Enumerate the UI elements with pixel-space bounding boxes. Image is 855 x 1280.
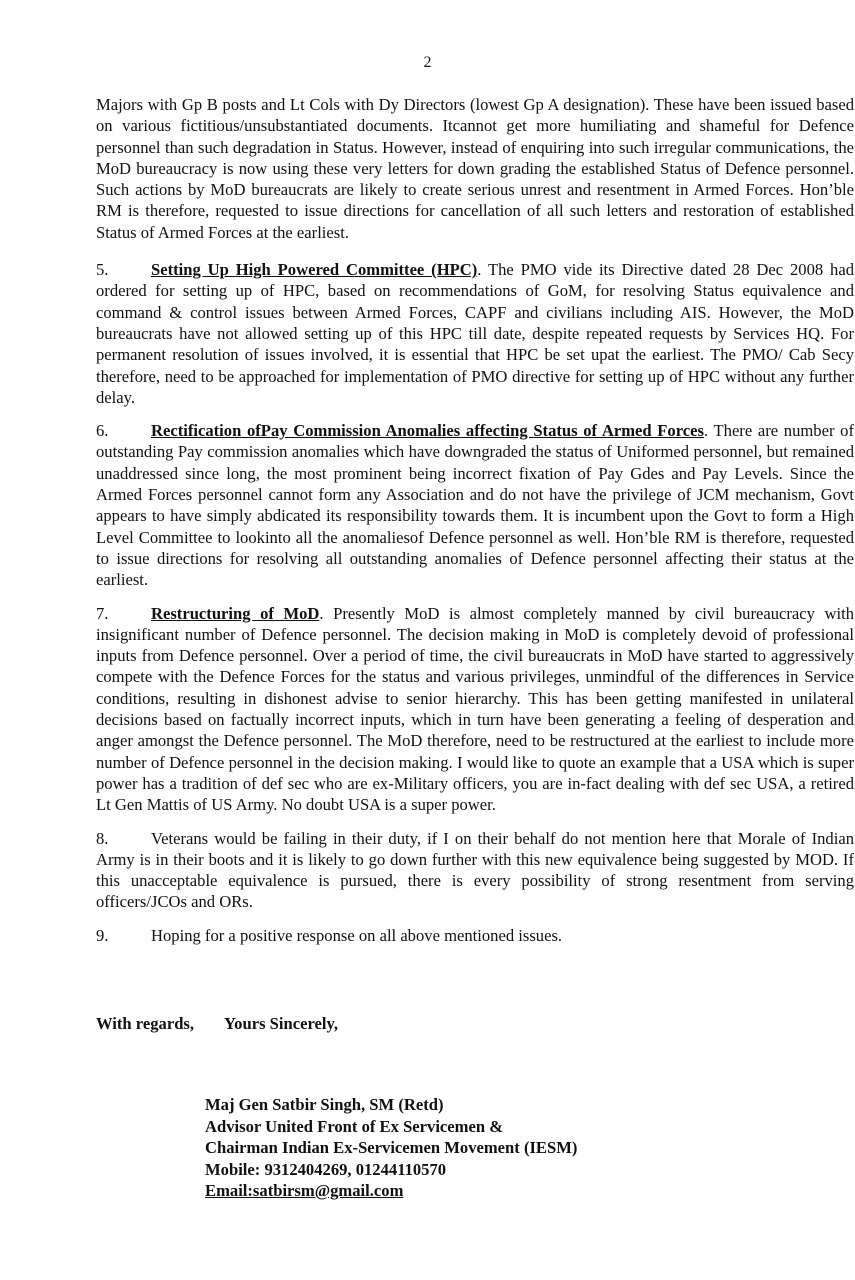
paragraph-number: 5. — [96, 260, 109, 280]
paragraph-text: . There are number of outstanding Pay commission anomalies which have downgraded the status of Uniformed personnel, but remained unaddressed since long, the most prominent being incorrect fixation of Pay Gdes and Pay Levels. Since the Armed Forces personnel cannot form any Association and do not have the privilege of JCM mechanism, Govt appears to have simply abdicated its responsibility towards them. It is incumbent upon the Govt to form a High Level Committee to lookinto all the anomaliesof Defence personnel as well. Hon’ble RM is therefore, requested to issue directions for resolving all outstanding anomalies of Defence personnel affecting their status at the earliest. — [96, 421, 854, 590]
paragraph-number: 9. — [96, 925, 109, 945]
signatory-title-2: Chairman Indian Ex-Servicemen Movement (IESM) — [205, 1138, 578, 1157]
closing — [96, 1014, 338, 1034]
paragraph-9 — [96, 925, 854, 946]
paragraph-text: . Presently MoD is almost completely manned by civil bureaucracy with insignificant number of Defence personnel. The decision making in MoD is completely devoid of professional inputs from Defence personnel. Over a period of time, the civil bureaucrats in MoD have started to aggressively compete with the Defence Forces for the status and various privileges, unmindful of the differences in Service conditions, resulting in dishonest advise to senior hierarchy. This has been getting manifested in unilateral decisions based on factually incorrect inputs, which in turn have been generating a feeling of desperation and anger amongst the Defence personnel. The MoD therefore, need to be restructured at the earliest to include more number of Defence personnel in the decision making. I would like to quote an example that a USA which is super power has a tradition of def sec who are ex-Military officers, you are in-fact dealing with def sec USA, a retired Lt Gen Mattis of US Army. No doubt USA is a super power. — [96, 603, 854, 815]
paragraph-7 — [96, 603, 854, 816]
paragraph-number: 8. — [96, 828, 109, 848]
closing-regards: With regards, — [96, 1014, 195, 1033]
signatory-title-1: Advisor United Front of Ex Servicemen & — [205, 1116, 504, 1136]
paragraph-5 — [96, 259, 854, 408]
page-number: 2 — [423, 54, 432, 71]
signatory-name: Maj Gen Satbir Singh, SM (Retd) — [205, 1095, 444, 1114]
signature-block — [205, 1094, 577, 1202]
closing-sincerely: Yours Sincerely, — [224, 1014, 339, 1033]
signatory-mobile: Mobile: 9312404269, 01244110570 — [205, 1159, 447, 1179]
paragraph-continued — [96, 94, 854, 243]
paragraph-text: Hoping for a positive response on all above mentioned issues. — [151, 925, 563, 945]
paragraph-heading: Rectification ofPay Commission Anomalies affecting Status of Armed Forces — [151, 421, 704, 441]
paragraph-number: 6. — [96, 421, 109, 441]
paragraph-text: . The PMO vide its Directive dated 28 Dec 2008 had ordered for setting up of HPC, based on recommendations of GoM, for resolving Status equivalence and command & control issues between Armed Forces, CAPF and civilians including AIS. However, the MoD bureaucrats have not allowed setting up of this HPC till date, despite repeated requests by Services HQ. For permanent resolution of issues involved, it is essential that HPC be set upat the earliest. The PMO/ Cab Secy therefore, need to be approached for implementation of PMO directive for setting up of HPC without any further delay. — [96, 260, 855, 407]
signatory-email-link[interactable]: Email:satbirsm@gmail.com — [205, 1181, 404, 1200]
paragraph-heading: Restructuring of MoD — [151, 603, 320, 623]
paragraph-6 — [96, 420, 854, 590]
paragraph-heading: Setting Up High Powered Committee (HPC) — [151, 260, 478, 280]
paragraph-8 — [96, 828, 854, 913]
letter-body — [96, 94, 854, 946]
paragraph-text: Veterans would be failing in their duty, if I on their behalf do not mention here that Morale of Indian Army is in their boots and it is likely to go down further with this new equivalence being suggested by MOD. If this unacceptable equivalence is pursued, there is every possibility of strong resentment from serving officers/JCOs and ORs. — [96, 828, 854, 912]
paragraph-text: Majors with Gp B posts and Lt Cols with Dy Directors (lowest Gp A designation). These have been issued based on various fictitious/unsubstantiated documents. Itcannot get more humiliating and shameful for Defence personnel than such degradation in Status. However, instead of enquiring into such irregular communications, the MoD bureaucracy is now using these very letters for down grading the established Status of Defence personnel. Such actions by MoD bureaucrats are likely to create serious unrest and resentment in Armed Forces. Hon’ble RM is therefore, requested to issue directions for cancellation of all such letters and restoration of established Status of Armed Forces at the earliest. — [96, 95, 854, 242]
paragraph-number: 7. — [96, 603, 109, 623]
